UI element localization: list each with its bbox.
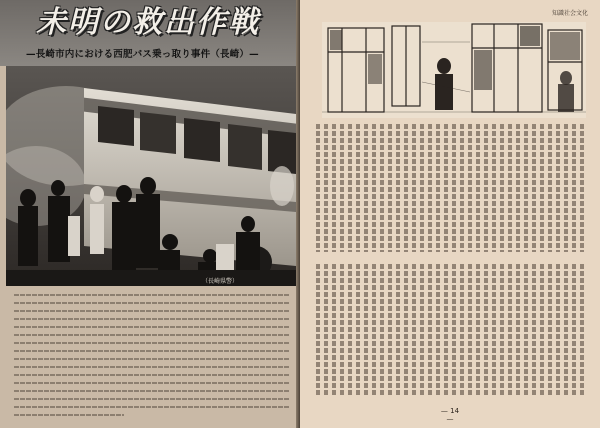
subtitle: —長崎市内における西肥バス乗っ取り事件（長崎）—: [26, 49, 259, 60]
right-page: [300, 0, 600, 428]
bus-rescue-photo: [6, 66, 296, 286]
column-tier-upper: [314, 124, 590, 252]
headline: 未明の救出作戦: [36, 5, 260, 40]
left-page: [0, 0, 298, 428]
photo-credit: （長崎県警）: [202, 278, 239, 285]
running-header: 知識社会文化: [551, 10, 588, 17]
street-scene-drawing: [322, 22, 586, 118]
column-tier-lower: [314, 264, 590, 396]
page-number: — 14 —: [440, 407, 460, 423]
street-scene-illustration: [322, 22, 586, 118]
article-body-left: [14, 294, 290, 422]
article-body-right: [314, 124, 590, 402]
bus-rescue-photo-image: [6, 66, 296, 286]
